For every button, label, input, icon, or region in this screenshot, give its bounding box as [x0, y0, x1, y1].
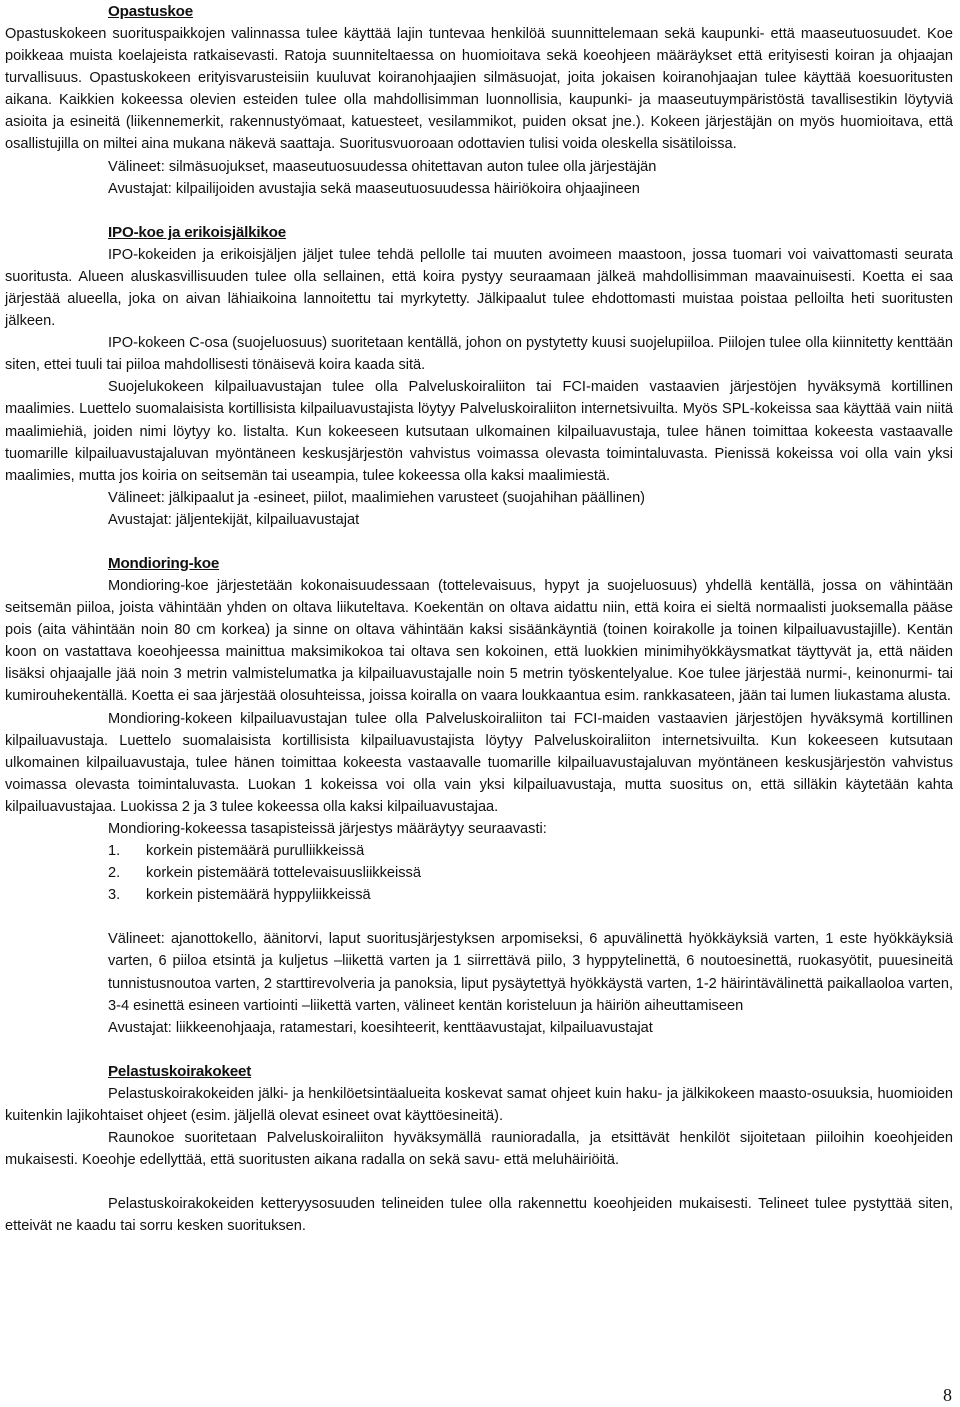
spacer [5, 906, 953, 928]
section-pelastuskoirakokeet [5, 1061, 953, 1238]
tiebreak-list [5, 840, 953, 906]
list-number: 3. [108, 887, 121, 904]
equipment-line: Välineet: ajanottokello, äänitorvi, laput suoritusjärjestyksen arpomiseksi, 6 apuvälinettä hyökkäyksiä varten, 1 este hyökkäyksiä varten, 6 piiloa etsintä ja kuljetus –liikettä varten ja 1 siirrettävä piilo, 3 hyppytelinettä, 6 noutoesinettä, ruokasyötit, puuesineitä tunnistusnoutoa varten, 2 starttirevolveria ja panoksia, liput pysäytettyä hyökkäystä varten, 1-2 häirintävälinettä paikallaoloa varten, 3-4 esinettä esineen vartiointi –liikettä varten, välineet kentän koristeluun ja häiriön aiheuttamiseen [108, 931, 953, 1014]
section-mondioring-koe [5, 553, 953, 1039]
spacer [5, 1171, 953, 1193]
section-opastuskoe [5, 1, 953, 200]
spacer [5, 1039, 953, 1061]
list-number: 2. [108, 865, 121, 882]
paragraph: IPO-kokeiden ja erikoisjäljen jäljet tulee tehdä pellolle tai muuten avoimeen maastoon, jossa tuomari voi vaivattomasti seurata suoritusta. Alueen aluskasvillisuuden tulee olla sellainen, että koira pystyy seuraamaan jälkeä mahdollisimman maavainuisesti. Koetta ei saa järjestää alueella, joka on aivan lähiaikoina lannoitettu tai myrkytetty. Jälkipaalut tulee ehdottomasti muistaa poistaa pelloilta heti suoritusten jälkeen. [5, 246, 953, 330]
assistants-line: Avustajat: jäljentekijät, kilpailuavustajat [108, 511, 360, 528]
list-item [108, 840, 953, 862]
list-item [108, 884, 953, 906]
section-heading: Opastuskoe [108, 3, 193, 20]
paragraph: Mondioring-kokeessa tasapisteissä järjestys määräytyy seuraavasti: [108, 821, 547, 837]
spacer [5, 531, 953, 553]
paragraph: Pelastuskoirakokeiden jälki- ja henkilöetsintäalueita koskevat samat ohjeet kuin haku- ja jälkikokeen maasto-osuuksia, huomioiden kuitenkin lajikohtaiset ohjeet (esim. jäljellä olevat esineet ovat käyttöesineitä). [5, 1085, 953, 1124]
list-text: korkein pistemäärä tottelevaisuusliikkeissä [146, 865, 421, 882]
list-text: korkein pistemäärä purulliikkeissä [146, 843, 365, 860]
paragraph: Mondioring-koe järjestetään kokonaisuudessaan (tottelevaisuus, hypyt ja suojeluosuus) yhdellä kentällä, jossa on vähintään seitsemän piiloa, joista vähintään yhden on oltava liikuteltava. Koekentän on oltava aidattu niin, että koira ei sieltä normaalisti juoksemalla pääse pois (aita vähintään noin 80 cm korkea) ja sinne on oltava vähintään kaksi sisäänkäyntiä (toinen koirakolle ja toinen kilpailuavustajille). Kentän koon on vastattava koeohjeessa mainittua maksimikokoa tai oltava sen kokoinen, että luokkien minimihyökkäysmatkat täyttyvät ja, että näiden lisäksi ohjaajalle jää noin 3 metrin valmistelumatka ja kilpailuavustajalle noin 5 metrin työskentelyalue. Koe tulee järjestää nurmi-, keinonurmi- tai kumirouhekentällä. Koetta ei saa järjestää olosuhteissa, joissa koiralla on vaara loukkaantua esim. rankkasateen, jään tai lumen liukastama alusta. [5, 577, 953, 705]
list-item [108, 862, 953, 884]
paragraph: Pelastuskoirakokeiden ketteryysosuuden telineiden tulee olla rakennettu koeohjeiden mukaisesti. Telineet tulee pystyttää siten, etteivät ne kaadu tai sorru kesken suorituksen. [5, 1196, 953, 1235]
document-page [5, 1, 953, 1237]
paragraph: Mondioring-kokeen kilpailuavustajan tulee olla Palveluskoiraliiton tai FCI-maiden vastaavien järjestöjen hyväksymä kortillinen kilpailuavustaja. Luettelo suomalaisista kortillisista kilpailuavustajista löytyy Palveluskoiraliiton internetsivuilta. Kun kokeeseen kutsutaan ulkomainen kilpailuavustaja, tulee hänen toimittaa kokeesta vastaavalle tuomarille kilpailuavustajaluvan myöntäneen keskusjärjestön vahvistus voimassa olevasta toimintaluvasta. Luokan 1 kokeissa voi olla vain yksi kilpailuavustaja, mutta suositus on, että silläkin käytetään kahta kilpailuavustajaa. Luokissa 2 ja 3 tulee kokeessa olla kaksi kilpailuavustajaa. [5, 710, 953, 815]
list-text: korkein pistemäärä hyppyliikkeissä [146, 887, 371, 904]
page-number: 8 [943, 1385, 952, 1405]
assistants-line: Avustajat: liikkeenohjaaja, ratamestari, koesihteerit, kenttäavustajat, kilpailuavustajat [108, 1019, 653, 1036]
list-number: 1. [108, 843, 121, 860]
equipment-line: Välineet: jälkipaalut ja -esineet, piilot, maalimiehen varusteet (suojahihan päällinen) [108, 489, 646, 506]
spacer [5, 200, 953, 222]
assistants-line: Avustajat: kilpailijoiden avustajia sekä maaseutuosuudessa häiriökoira ohjaajineen [108, 180, 640, 197]
section-ipo-koe [5, 222, 953, 531]
paragraph: Suojelukokeen kilpailuavustajan tulee olla Palveluskoiraliiton tai FCI-maiden vastaavien järjestöjen hyväksymä kortillinen maalimies. Luettelo suomalaisista kortillisista kilpailuavustajista löytyy Palveluskoiraliiton internetsivuilta. Myös SPL-kokeissa saa käyttää vain niitä maalimiehiä, joiden nimi löytyy ko. listalta. Kun kokeeseen kutsutaan ulkomainen kilpailuavustaja, tulee hänen toimittaa kokeesta vastaavalle tuomarille kilpailuavustajaluvan myöntäneen keskusjärjestön vahvistus voimassa olevasta toimintaluvasta. Pienissä kokeissa voi olla vain yksi maalimies, mutta jos koiria on seitsemän tai useampia, tulee kokeessa olla kaksi maalimiestä. [5, 379, 953, 484]
equipment-line: Välineet: silmäsuojukset, maaseutuosuudessa ohitettavan auton tulee olla järjestäjän [108, 158, 657, 175]
section-heading: Pelastuskoirakokeet [108, 1062, 252, 1080]
paragraph: Opastuskokeen suorituspaikkojen valinnassa tulee käyttää lajin tuntevaa henkilöä suunnittelemaan sekä kaupunki- että maaseutuosuudet. Koe poikkeaa muista koelajeista ratkaisevasti. Ratoja suunniteltaessa on huomioitava sekä koeohjeen määräykset että erityisesti koiran ja ohjaajan turvallisuus. Opastuskokeen erityisvarusteisiin kuuluvat koiranohjaajien silmäsuojat, joita jokaisen koiranohjaajan tulee käyttää koesuoritusten aikana. Kaikkien kokeessa olevien esteiden tulee olla mahdollisimman luonnollisia, kaupunki- ja maaseutuympäristöstä tavallisestikin löytyviä asioita ja esineitä (liikennemerkit, rakennustyömaat, katuesteet, vesilammikot, puiden oksat jne.). Kokeen järjestäjän on myös huomioitava, että osallistujilla on miltei aina mukana näkevä saattaja. Suoritusvuoroaan odottavien tulisi voida oleskella sisätiloissa. [5, 26, 953, 153]
section-heading: IPO-koe ja erikoisjälkikoe [108, 223, 286, 241]
paragraph: Raunokoe suoritetaan Palveluskoiraliiton hyväksymällä raunioradalla, ja etsittävät henkilöt sijoitetaan piiloihin koeohjeiden mukaisesti. Koeohje edellyttää, että suoritusten aikana radalla on sekä savu- että meluhäiriöitä. [5, 1130, 953, 1169]
section-heading: Mondioring-koe [108, 554, 220, 572]
paragraph: IPO-kokeen C-osa (suojeluosuus) suoritetaan kentällä, johon on pystytetty kuusi suojelupiiloa. Piilojen tulee olla kiinnitetty kenttään siten, ettei tuuli tai piiloa mahdollisesti tönäisevä koira kaada sitä. [5, 335, 953, 374]
